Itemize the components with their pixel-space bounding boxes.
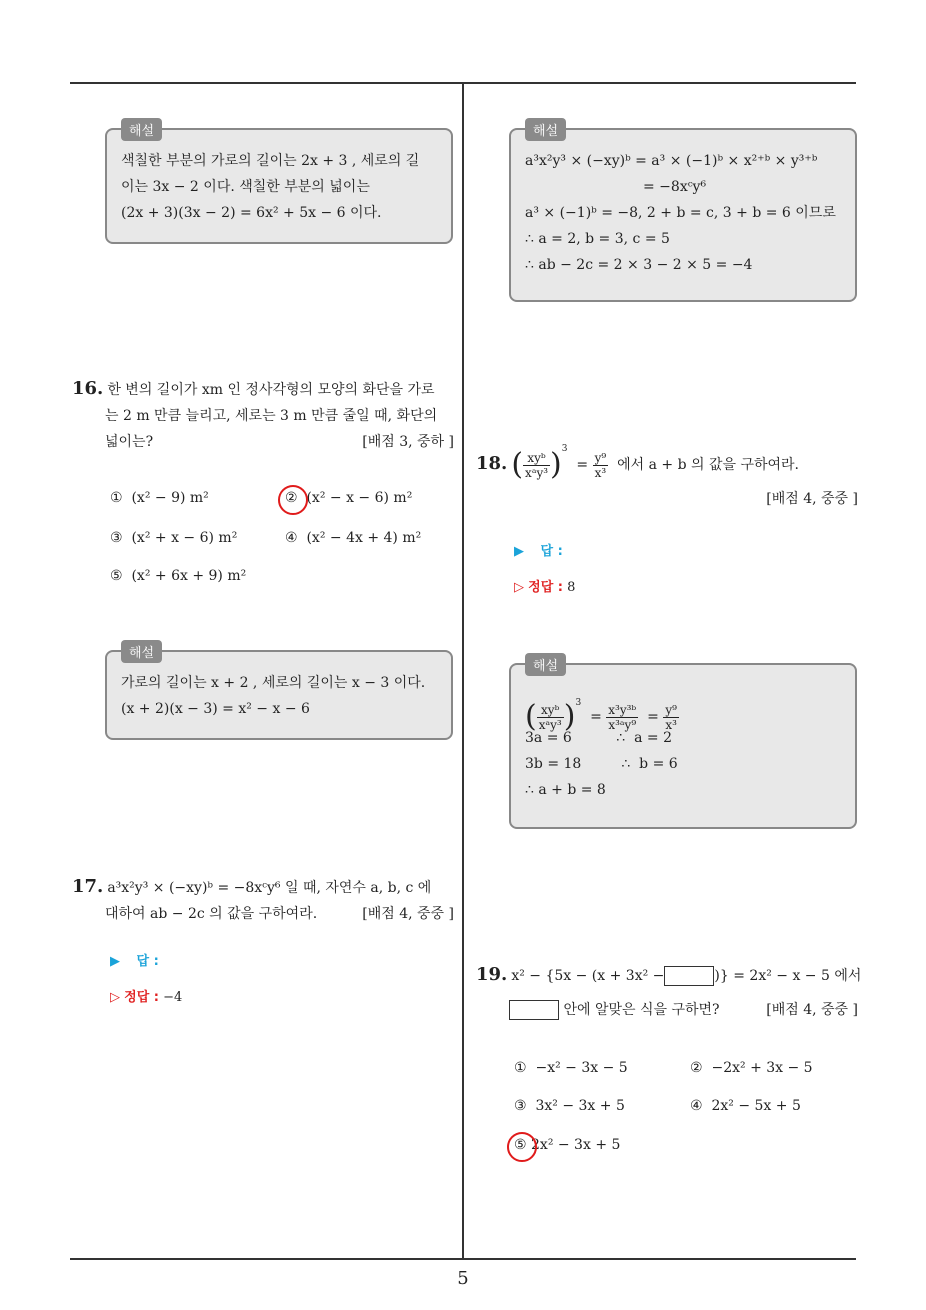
choice-mark: ③ bbox=[514, 1098, 527, 1114]
fraction-numerator: y⁹ bbox=[665, 702, 677, 717]
question-text: 에서 a + b 의 값을 구하여라. bbox=[617, 457, 799, 473]
choice-text: 3x² − 3x + 5 bbox=[535, 1098, 625, 1114]
question-text: 넓이는? bbox=[105, 434, 154, 450]
solution-line: 3b = 18 ∴ b = 6 bbox=[525, 756, 678, 772]
choice-mark: ① bbox=[514, 1060, 527, 1076]
fraction bbox=[523, 451, 550, 480]
exponent: 3 bbox=[561, 444, 568, 454]
solution-line: (2x + 3)(3x − 2) = 6x² + 5x − 6 이다. bbox=[121, 205, 382, 221]
scoring-label: [배점 4, 중중 ] bbox=[362, 906, 454, 922]
bottom-rule bbox=[70, 1258, 856, 1260]
choice-text: (x² + 6x + 9) m² bbox=[131, 568, 247, 584]
fraction-numerator: x³y³ᵇ bbox=[608, 702, 637, 717]
blank-box[interactable] bbox=[664, 966, 714, 986]
correct-value: 8 bbox=[567, 580, 576, 595]
choice-3[interactable] bbox=[110, 530, 237, 546]
choice-mark: ② bbox=[690, 1060, 703, 1076]
correct-label: 정답 : bbox=[528, 580, 563, 595]
solution-box-18 bbox=[509, 659, 857, 829]
page-number: 5 bbox=[457, 1268, 469, 1289]
choice-text: −2x² + 3x − 5 bbox=[711, 1060, 813, 1076]
scoring-label: [배점 4, 중중 ] bbox=[766, 490, 858, 507]
choice-mark: ④ bbox=[690, 1098, 703, 1114]
solution-equation: ( $\frac{\text{xyᵇ}}{\text{xᵃy³}}$ )$^3$ = $\frac{\text{x³y³ᵇ}}{\text{x³ᵃy⁹}}$ = $\frac{\text{y⁹}}{\text{x³}}$ bbox=[525, 698, 677, 734]
solution-line: a³ × (−1)ᵇ = −8, 2 + b = c, 3 + b = 6 이므로 bbox=[525, 205, 836, 221]
choice-4[interactable] bbox=[690, 1098, 801, 1114]
solution-line: = −8xᶜy⁶ bbox=[643, 179, 707, 195]
question-17 bbox=[72, 874, 454, 927]
solution-tag: 해설 bbox=[525, 653, 566, 676]
choice-4[interactable] bbox=[285, 530, 421, 546]
solution-line: 색칠한 부분의 가로의 길이는 2x + 3 , 세로의 길 bbox=[121, 153, 420, 169]
correct-arrow-icon: ▷ bbox=[110, 990, 120, 1005]
choice-mark: ② bbox=[285, 490, 298, 506]
scoring-label: [배점 3, 중하 ] bbox=[362, 434, 454, 450]
question-text: 대하여 ab − 2c 의 값을 구하여라. bbox=[105, 906, 318, 922]
choice-2[interactable] bbox=[690, 1060, 813, 1076]
choice-1[interactable] bbox=[514, 1060, 628, 1076]
choice-text: (x² − x − 6) m² bbox=[306, 490, 413, 506]
solution-line: ∴ a + b = 8 bbox=[525, 782, 606, 798]
choice-mark: ⑤ bbox=[514, 1137, 527, 1153]
choice-text: −x² − 3x − 5 bbox=[535, 1060, 628, 1076]
question-16 bbox=[72, 376, 454, 455]
solution-tag: 해설 bbox=[121, 118, 162, 141]
fraction-denominator: xᵃy³ bbox=[525, 465, 549, 480]
question-text: 안에 알맞은 식을 구하면? bbox=[563, 1002, 720, 1018]
correct-arrow-icon: ▷ bbox=[514, 580, 524, 595]
question-18: 18. ( $\frac{\text{xyᵇ}}{\text{xᵃy³}}$ )$^3$ = $\frac{\text{y⁹}}{\text{x³}}$ 에서 a + b 의 값을 구하여라. [배점 4, 중중 ] bbox=[476, 436, 858, 512]
choice-1[interactable] bbox=[110, 490, 209, 506]
solution-line: 가로의 길이는 x + 2 , 세로의 길이는 x − 3 이다. bbox=[121, 675, 426, 691]
answer-label: 답 : bbox=[540, 544, 563, 559]
fraction-denominator: x³ bbox=[665, 717, 677, 732]
solution-line: ∴ ab − 2c = 2 × 3 − 2 × 5 = −4 bbox=[525, 257, 753, 273]
fraction bbox=[593, 451, 609, 480]
choice-text: 2x² − 5x + 5 bbox=[711, 1098, 801, 1114]
choice-text: (x² + x − 6) m² bbox=[131, 530, 238, 546]
answer-arrow-icon: ▶ bbox=[110, 954, 120, 969]
selected-answer-circle bbox=[507, 1132, 537, 1162]
fraction-numerator: y⁹ bbox=[594, 450, 607, 465]
choice-mark: ① bbox=[110, 490, 123, 506]
answer-input-row[interactable] bbox=[110, 950, 159, 969]
question-text: )} = 2x² − x − 5 에서 bbox=[714, 968, 862, 984]
choice-mark: ④ bbox=[285, 530, 298, 546]
question-text: 는 2 m 만큼 늘리고, 세로는 3 m 만큼 줄일 때, 화단의 bbox=[105, 408, 438, 424]
question-number: 16. bbox=[72, 378, 104, 399]
correct-answer-row bbox=[110, 986, 182, 1005]
question-text: a³x²y³ × (−xy)ᵇ = −8xᶜy⁶ 일 때, 자연수 a, b, c 에 bbox=[107, 880, 432, 896]
column-divider bbox=[462, 84, 464, 1258]
fraction-numerator: xyᵇ bbox=[537, 703, 564, 718]
choice-5[interactable] bbox=[110, 568, 246, 584]
fraction-numerator: xyᵇ bbox=[523, 451, 550, 466]
fraction-denominator: x³ᵃy⁹ bbox=[608, 717, 637, 732]
correct-answer-row bbox=[514, 576, 575, 595]
question-text: x² − {5x − (x + 3x² − bbox=[511, 968, 665, 984]
solution-tag: 해설 bbox=[525, 118, 566, 141]
question-number: 19. bbox=[476, 964, 508, 985]
solution-line: (x + 2)(x − 3) = x² − x − 6 bbox=[121, 701, 310, 717]
answer-input-row[interactable] bbox=[514, 540, 563, 559]
solution-box-16 bbox=[105, 646, 453, 740]
answer-arrow-icon: ▶ bbox=[514, 544, 524, 559]
correct-value: −4 bbox=[163, 990, 183, 1005]
solution-line: ∴ a = 2, b = 3, c = 5 bbox=[525, 231, 670, 247]
choice-text: 2x² − 3x + 5 bbox=[531, 1137, 621, 1153]
question-number: 18. bbox=[476, 453, 508, 474]
solution-tag: 해설 bbox=[121, 640, 162, 663]
scoring-label: [배점 4, 중중 ] bbox=[766, 1002, 858, 1018]
blank-box[interactable] bbox=[509, 1000, 559, 1020]
choice-mark: ⑤ bbox=[110, 568, 123, 584]
exponent: 3 bbox=[575, 698, 582, 708]
question-19 bbox=[476, 962, 862, 1023]
choice-text: (x² − 9) m² bbox=[131, 490, 209, 506]
solution-line: a³x²y³ × (−xy)ᵇ = a³ × (−1)ᵇ × x²⁺ᵇ × y³⁺ᵇ bbox=[525, 153, 818, 169]
question-text: 한 변의 길이가 xm 인 정사각형의 모양의 화단을 가로 bbox=[107, 382, 435, 398]
solution-line: 이는 3x − 2 이다. 색칠한 부분의 넓이는 bbox=[121, 179, 370, 195]
solution-line: 3a = 6 ∴ a = 2 bbox=[525, 730, 672, 746]
solution-box-15 bbox=[105, 124, 453, 244]
fraction-denominator: xᵃy³ bbox=[538, 717, 562, 732]
fraction-denominator: x³ bbox=[594, 465, 607, 480]
solution-box-17 bbox=[509, 124, 857, 302]
choice-3[interactable] bbox=[514, 1098, 625, 1114]
correct-label: 정답 : bbox=[124, 990, 159, 1005]
choice-text: (x² − 4x + 4) m² bbox=[306, 530, 422, 546]
answer-label: 답 : bbox=[136, 954, 159, 969]
question-number: 17. bbox=[72, 876, 104, 897]
choice-mark: ③ bbox=[110, 530, 123, 546]
selected-answer-circle bbox=[278, 485, 308, 515]
